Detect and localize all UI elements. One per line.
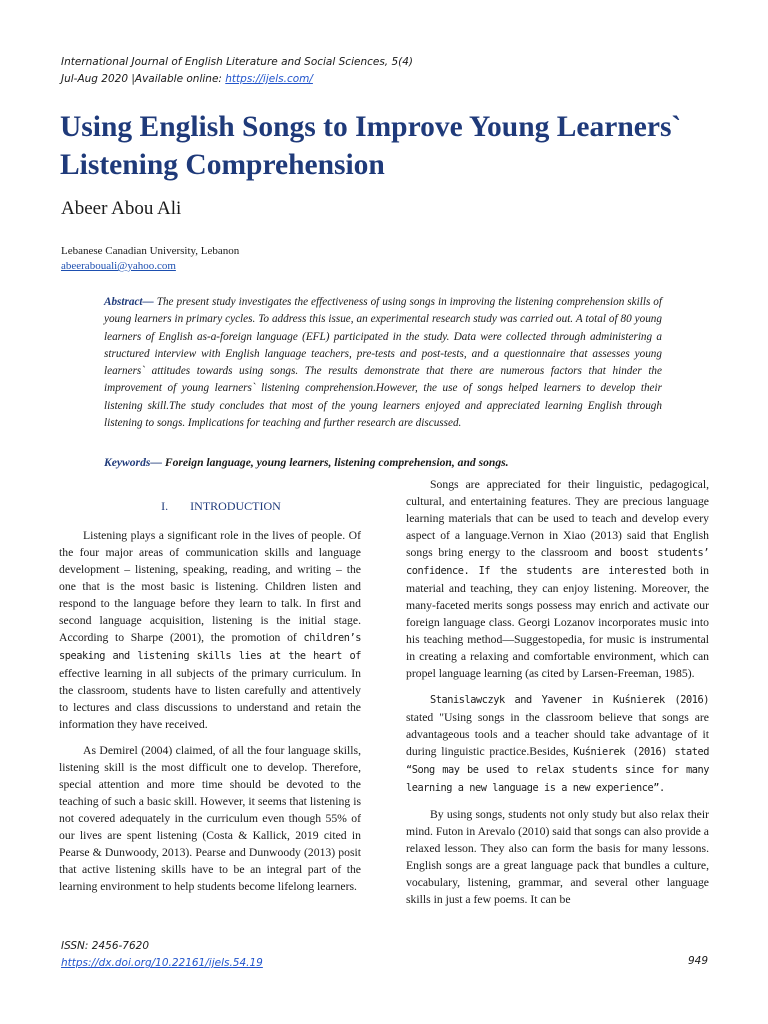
doi-link[interactable]: https://dx.doi.org/10.22161/ijels.54.19 [61,957,263,969]
keywords [104,456,509,469]
abstract-label: Abstract— [104,296,154,308]
page-footer [61,938,263,972]
paragraph-text-alt-font: Kuśnierek (2016) stated “Song may be used to relax students since for many learning a new language is a new experience”. [406,746,710,794]
paragraph-demirel: As Demirel (2004) claimed, of all the four language skills, listening skill is the most difficult one to develop. Therefore, special attention and more time should be devoted to the teaching of such a basic skill. However, it seems that listening is not covered adequately in the curriculum even though 55% of our lives are spent listening (Costa & Kallick, 2019 cited in Pearse & Dunwoody, 2013). Pearse and Dunwoody (2013) posit that active listening skills have to be an integral part of the learning environment to help students become lifelong learners. [59,744,361,893]
section-heading-introduction [59,498,361,515]
paragraph-text: effective learning in all subjects of the primary curriculum. In the classroom, students have to listen carefully and attentively to lectures and class discussions to understand and retain the information they have received. [59,667,361,731]
paragraph-text: Listening plays a significant role in the lives of people. Of the four major areas of communication skills and language development – listening, speaking, reading, and writing – the one that is the most basic is listening. Children listen and respond to the language before they learn to talk. In first and second language acquisition, listening is the initial stage. According to Sharpe (2001), the promotion of [59,529,361,644]
section-number: I. [161,499,169,513]
issue-line [61,71,413,88]
abstract-text: The present study investigates the effectiveness of using songs in improving the listening comprehension skills of young learners in primary cycles. To address this issue, an experimental research study was carried out. A total of 80 young learners of English as-a-foreign language (EFL) participated in the study. Data were collected through administering a structured interview with English language teachers, pre-tests and post-tests, and a questionnaire that assesses young learners` attitudes towards using songs. The results demonstrate that there are numerous factors that hinder the improvement of young learners` listening comprehension.However, the use of songs helped learners to develop their listening skill.The study concludes that most of the young learners enjoyed and appreciated learning English through listening to songs. Implications for teaching and further research are discussed. [104,296,662,430]
paragraph-text-alt-font: and boost students’ confidence. If the students are interested [406,547,709,577]
abstract [104,294,662,432]
affiliation: Lebanese Canadian University, Lebanon [61,245,240,257]
author-name: Abeer Abou Ali [61,198,182,219]
page-number: 949 [688,955,709,967]
paragraph-text: both in material and teaching, they can enjoy listening. Moreover, the many-faceted merits songs possess may enrich and activate our foreign language class. Georgi Lozanov incorporates music into his teaching method—Suggestopedia, for music is instrumental in creating a relaxing and comfortable environment, which can propel language learning (as cited by Larsen-Freeman, 1985). [406,564,709,680]
keywords-label: Keywords— [104,456,162,469]
author-email-link[interactable]: abeerabouali@yahoo.com [61,260,176,272]
paragraph-listening-role [59,527,361,733]
paragraph-songs-appreciated [406,476,709,682]
right-column [406,476,709,917]
left-column [59,498,361,904]
author-affiliation-block [61,244,239,274]
section-title: INTRODUCTION [190,499,281,513]
issn: ISSN: 2456-7620 [61,940,150,952]
article-title: Using English Songs to Improve Young Learners` Listening Comprehension [60,111,682,181]
paragraph-relax-mind: By using songs, students not only study but also relax their mind. Futon in Arevalo (2010) said that songs can also provide a relaxed lesson. They also can form the basis for many lessons. English songs are a great language pack that bundles a culture, vocabulary, listening, grammar, and several other language skills in just a few poems. It can be [406,808,709,906]
keywords-text: Foreign language, young learners, listening comprehension, and songs. [161,456,509,469]
issue-date: Jul-Aug 2020 |Available online: [61,73,226,85]
journal-website-link[interactable]: https://ijels.com/ [225,73,313,85]
journal-name: International Journal of English Literature and Social Sciences, 5(4) [61,56,414,68]
paragraph-text: stated "Using songs in the classroom believe that songs are advantageous tools and a teacher should take advantage of it during linguistic practice.Besides, [406,711,709,758]
paragraph-text-alt-font: Stanislawczyk and Yavener in Kuśnierek (2016) [430,694,709,706]
journal-header [61,54,413,88]
paragraph-kusnierek [406,691,709,797]
paragraph-text: Songs are appreciated for their linguistic, pedagogical, cultural, and entertaining features. They are precious language learning materials that can be used to teach and develop every aspect of a language.Vernon in Xiao (2013) said that English songs bring energy to the classroom [406,478,709,559]
paragraph-text-alt-font: children’s speaking and listening skills lies at the heart of [59,632,361,662]
